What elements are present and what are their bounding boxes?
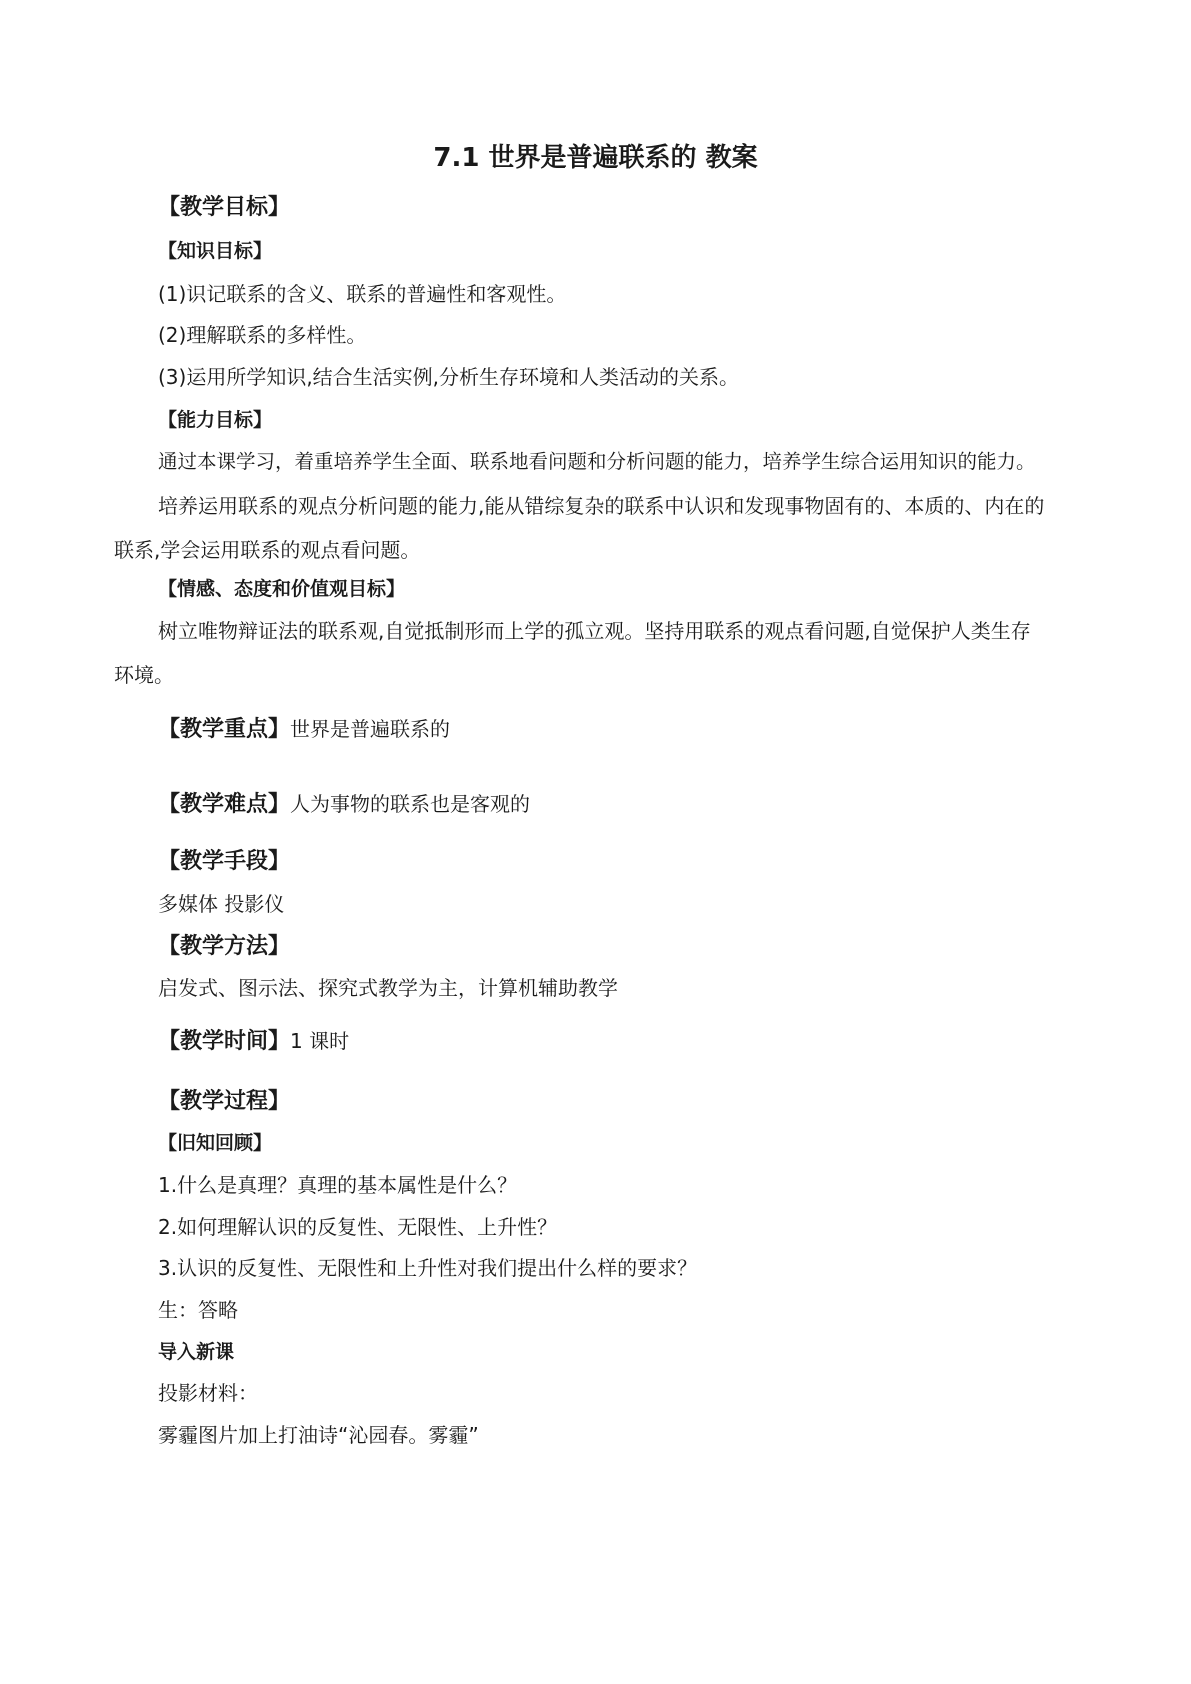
teaching-time-row xyxy=(158,1028,349,1055)
ability-objectives-heading: 【能力目标】 xyxy=(158,409,273,431)
knowledge-item-1: (1)识记联系的含义、联系的普遍性和客观性。 xyxy=(158,282,567,306)
emotion-paragraph-line-1: 树立唯物辩证法的联系观,自觉抵制形而上学的孤立观。坚持用联系的观点看问题,自觉保护人类生存 xyxy=(158,619,1031,643)
key-point-text: 世界是普遍联系的 xyxy=(290,717,451,741)
intro-material-label: 投影材料： xyxy=(158,1381,258,1405)
review-answer: 生：答略 xyxy=(158,1298,238,1322)
document-title: 7.1 世界是普遍联系的 教案 xyxy=(433,143,758,173)
emotion-objectives-heading: 【情感、态度和价值观目标】 xyxy=(158,578,406,600)
review-item-1: 1.什么是真理？真理的基本属性是什么？ xyxy=(158,1173,518,1197)
teaching-means-heading: 【教学手段】 xyxy=(158,849,291,874)
ability-paragraph-2-line-1: 培养运用联系的观点分析问题的能力,能从错综复杂的联系中认识和发现事物固有的、本质的、内在的 xyxy=(158,494,1045,518)
knowledge-item-3: (3)运用所学知识,结合生活实例,分析生存环境和人类活动的关系。 xyxy=(158,365,740,389)
teaching-means-text: 多媒体 投影仪 xyxy=(158,892,285,916)
knowledge-objectives-heading: 【知识目标】 xyxy=(158,240,273,262)
key-point-label: 【教学重点】 xyxy=(158,717,291,742)
emotion-paragraph-line-2: 环境。 xyxy=(114,663,174,687)
review-item-3: 3.认识的反复性、无限性和上升性对我们提出什么样的要求？ xyxy=(158,1256,698,1280)
teaching-time-label: 【教学时间】 xyxy=(158,1029,291,1054)
difficulty-label: 【教学难点】 xyxy=(158,792,291,817)
teaching-method-heading: 【教学方法】 xyxy=(158,934,291,959)
key-point-row xyxy=(158,716,450,743)
intro-heading: 导入新课 xyxy=(158,1341,235,1363)
knowledge-item-2: (2)理解联系的多样性。 xyxy=(158,323,367,347)
ability-paragraph-2-line-2: 联系,学会运用联系的观点看问题。 xyxy=(114,538,421,562)
difficulty-text: 人为事物的联系也是客观的 xyxy=(290,792,531,816)
review-heading: 【旧知回顾】 xyxy=(158,1132,273,1154)
intro-material-text: 雾霾图片加上打油诗“沁园春。雾霾” xyxy=(158,1423,479,1447)
difficulty-row xyxy=(158,791,530,818)
ability-paragraph-1: 通过本课学习，着重培养学生全面、联系地看问题和分析问题的能力，培养学生综合运用知识的能力。 xyxy=(158,450,1036,473)
teaching-method-text: 启发式、图示法、探究式教学为主，计算机辅助教学 xyxy=(158,976,618,1000)
review-item-2: 2.如何理解认识的反复性、无限性、上升性？ xyxy=(158,1215,558,1239)
teaching-time-text: 1 课时 xyxy=(290,1029,350,1053)
teaching-process-heading: 【教学过程】 xyxy=(158,1089,291,1114)
teaching-objectives-heading: 【教学目标】 xyxy=(158,195,291,220)
